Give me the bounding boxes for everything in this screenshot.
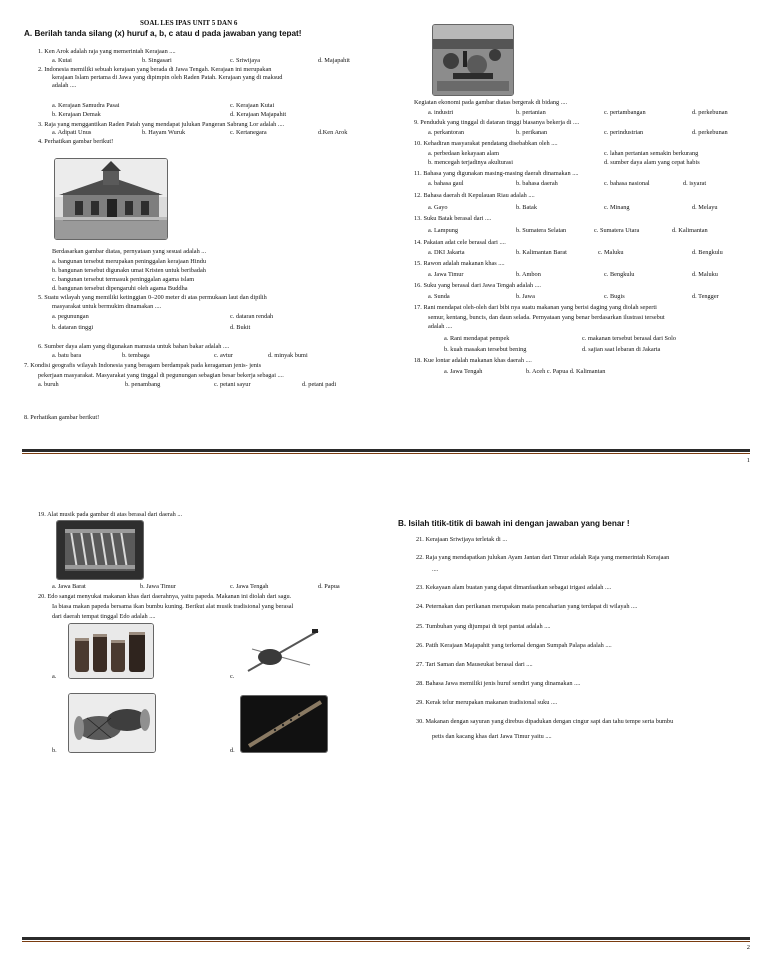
economic-activity-image bbox=[432, 24, 514, 96]
q4-option-d[interactable]: d. bangunan tersebut dipengaruhi oleh agama Buddha bbox=[52, 285, 188, 292]
question-1: 1. Ken Arok adalah raja yang memerintah Kerajaan .... bbox=[38, 48, 176, 55]
q9-option-b[interactable]: b. perikanan bbox=[516, 129, 548, 136]
angklung-instrument-image bbox=[56, 520, 144, 580]
q7-option-d[interactable]: d. petani padi bbox=[302, 381, 337, 388]
q17-option-b[interactable]: b. kuah masakan tersebut bening bbox=[444, 346, 527, 353]
q8-option-c[interactable]: c. pertambangan bbox=[604, 109, 646, 116]
q16-option-b[interactable]: b. Jawa bbox=[516, 293, 535, 300]
q19-option-a[interactable]: a. Jawa Barat bbox=[52, 583, 86, 590]
q8-option-b[interactable]: b. pertanian bbox=[516, 109, 546, 116]
q13-option-a[interactable]: a. Lampung bbox=[428, 227, 459, 234]
question-17-line-3: adalah .... bbox=[428, 323, 453, 330]
essay-30: 30. Makanan dengan sayuran yang direbus dipadukan dengan cingur sapi dan tahu tempe serta bumbu bbox=[416, 718, 674, 725]
q1-option-a[interactable]: a. Kutai bbox=[52, 57, 72, 64]
essay-22-line-2: .... bbox=[432, 566, 439, 573]
q15-option-c[interactable]: c. Bengkulu bbox=[604, 271, 635, 278]
q18-option-bcd[interactable]: b. Aceh c. Papua d. Kalimantan bbox=[526, 368, 606, 375]
q9-option-d[interactable]: d. perkebunan bbox=[692, 129, 728, 136]
q5-option-a[interactable]: a. pegunungan bbox=[52, 313, 89, 320]
kendang-drums-image[interactable] bbox=[68, 693, 156, 753]
question-18: 18. Kue lontar adalah makanan khas daerah .... bbox=[414, 357, 532, 364]
q2-option-d[interactable]: d. Kerajaan Majapahit bbox=[230, 111, 287, 118]
essay-24: 24. Peternakan dan perikanan merupakan mata pencaharian yang terdapat di wilayah .... bbox=[416, 603, 638, 610]
q14-option-d[interactable]: d. Bengkulu bbox=[692, 249, 723, 256]
question-7-line-2: pekerjaan masyarakat. Masyarakat yang tinggal di pegunungan sebagian besar bekerja sebagai .... bbox=[38, 372, 284, 379]
q11-option-a[interactable]: a. bahasa gaul bbox=[428, 180, 464, 187]
q2-option-b[interactable]: b. Kerajaan Demak bbox=[52, 111, 101, 118]
essay-23: 23. Kekayaan alam buatan yang dapat dimanfaatkan sebagai irigasi adalah .... bbox=[416, 584, 612, 591]
question-5: 5. Suatu wilayah yang memiliki ketinggian 0–200 meter di atas permukaan laut dan dipilih bbox=[38, 294, 267, 301]
essay-25: 25. Tumbuhan yang dijumpai di tepi pantai adalah .... bbox=[416, 623, 551, 630]
q13-option-d[interactable]: d. Kalimantan bbox=[672, 227, 708, 234]
q17-option-d[interactable]: d. sajian saat lebaran di Jakarta bbox=[582, 346, 661, 353]
q7-option-c[interactable]: c. petani sayur bbox=[214, 381, 251, 388]
question-12: 12. Bahasa daerah di Kepulauan Riau adalah .... bbox=[414, 192, 535, 199]
q12-option-b[interactable]: b. Batak bbox=[516, 204, 537, 211]
q14-option-b[interactable]: b. Kalimantan Barat bbox=[516, 249, 567, 256]
q4-option-a[interactable]: a. bangunan tersebut merupakan peninggalan kerajaan Hindu bbox=[52, 258, 207, 265]
q8-option-a[interactable]: a. industri bbox=[428, 109, 454, 116]
question-17-line-2: semur, kentang, buncis, dan daun selada. Pernyataan yang benar berdasarkan ilustrasi tersebut bbox=[428, 314, 665, 321]
q19-option-b[interactable]: b. Jawa Timur bbox=[140, 583, 176, 590]
q11-option-d[interactable]: d. isyarat bbox=[683, 180, 707, 187]
string-instrument-image[interactable] bbox=[240, 625, 324, 677]
flute-instrument-image[interactable] bbox=[240, 695, 328, 753]
mosque-building-image bbox=[54, 158, 168, 240]
q13-option-b[interactable]: b. Sumatera Selatan bbox=[516, 227, 567, 234]
essay-21: 21. Kerajaan Sriwijaya terletak di ... bbox=[416, 536, 508, 543]
essay-30-line-2: petis dan kacang khas dari Jawa Timur yaitu .... bbox=[432, 733, 552, 740]
q2-option-c[interactable]: c. Kerajaan Kutai bbox=[230, 102, 275, 109]
question-11: 11. Bahasa yang digunakan masing-masing daerah dinamakan .... bbox=[414, 170, 579, 177]
q20-option-c-label: c. bbox=[230, 673, 235, 680]
essay-22: 22. Raja yang mendapatkan julukan Ayam Jantan dari Timur adalah Raja yang memerintah Kerajaan bbox=[416, 554, 670, 561]
q7-option-a[interactable]: a. buruh bbox=[38, 381, 59, 388]
question-19: 19. Alat musik pada gambar di atas berasal dari daerah ... bbox=[38, 511, 183, 518]
footer-rule-thin bbox=[22, 941, 750, 942]
q11-option-b[interactable]: b. bahasa daerah bbox=[516, 180, 558, 187]
q9-option-a[interactable]: a. perkantoran bbox=[428, 129, 465, 136]
q15-option-a[interactable]: a. Jawa Timur bbox=[428, 271, 464, 278]
section-b-heading: B. Isilah titik-titik di bawah ini dengan jawaban yang benar ! bbox=[398, 519, 630, 528]
q20-option-d-label: d. bbox=[230, 747, 235, 754]
q9-option-c[interactable]: c. perindustrian bbox=[604, 129, 644, 136]
q14-option-c[interactable]: c. Maluku bbox=[598, 249, 624, 256]
page-number: 1 bbox=[746, 457, 750, 464]
q16-option-a[interactable]: a. Sunda bbox=[428, 293, 450, 300]
q3-option-c[interactable]: c. Kertanegara bbox=[230, 129, 267, 136]
question-6: 6. Sumber daya alam yang digunakan manusia untuk bahan bakar adalah .... bbox=[38, 343, 230, 350]
q6-option-a[interactable]: a. batu bara bbox=[52, 352, 82, 359]
q12-option-c[interactable]: c. Minang bbox=[604, 204, 630, 211]
q3-option-b[interactable]: b. Hayam Wuruk bbox=[142, 129, 186, 136]
q18-option-a[interactable]: a. Jawa Tengah bbox=[444, 368, 483, 375]
question-20-line-3: dari daerah tempat tinggal Edo adalah .... bbox=[52, 613, 156, 620]
question-5-line-2: masyarakat untuk bermukim dinamakan .... bbox=[52, 303, 162, 310]
question-16: 16. Suku yang berasal dari Jawa Tengah adalah .... bbox=[414, 282, 541, 289]
q5-option-c[interactable]: c. dataran rendah bbox=[230, 313, 274, 320]
essay-26: 26. Patih Kerajaan Majapahit yang terkenal dengan Sumpah Palapa adalah .... bbox=[416, 642, 612, 649]
q4-option-c[interactable]: c. bangunan tersebut termasuk peninggalan agama islam bbox=[52, 276, 195, 283]
q17-option-c[interactable]: c. makanan tersebut berasal dari Solo bbox=[582, 335, 677, 342]
q1-option-c[interactable]: c. Sriwijaya bbox=[230, 57, 261, 64]
question-4: 4. Perhatikan gambar berikut! bbox=[38, 138, 114, 145]
page-2 bbox=[0, 489, 768, 978]
question-13: 13. Suku Batak berasal dari .... bbox=[414, 215, 492, 222]
tifa-drums-image[interactable] bbox=[68, 623, 154, 679]
q13-option-c[interactable]: c. Sumatera Utara bbox=[594, 227, 640, 234]
q14-option-a[interactable]: a. DKI Jakarta bbox=[428, 249, 465, 256]
question-15: 15. Rawon adalah makanan khas .... bbox=[414, 260, 505, 267]
question-2: 2. Indonesia memiliki sebuah kerajaan yang berada di Jawa Tengah. Kerajaan ini merupakan bbox=[38, 66, 272, 73]
section-a-heading: A. Berilah tanda silang (x) huruf a, b, c atau d pada jawaban yang tepat! bbox=[24, 29, 302, 38]
q6-option-c[interactable]: c. avtur bbox=[214, 352, 233, 359]
q1-option-b[interactable]: b. Singasari bbox=[142, 57, 172, 64]
q20-option-b-label: b. bbox=[52, 747, 57, 754]
question-7: 7. Kondisi geografis wilayah Indonesia yang beragam berdampak pada keragaman jenis- jenis bbox=[24, 362, 262, 369]
q4-option-b[interactable]: b. bangunan tersebut digunakn umat Kristen untuk beribadah bbox=[52, 267, 206, 274]
q3-option-d[interactable]: d.Ken Arok bbox=[318, 129, 348, 136]
q3-option-a[interactable]: a. Adipati Unus bbox=[52, 129, 92, 136]
q15-option-d[interactable]: d. Maluku bbox=[692, 271, 718, 278]
footer-rule bbox=[22, 937, 750, 940]
question-2-line-2: kerajaan Islam pertama di Jawa yang dipimpin oleh Raden Patah. Kerajaan yang di maksud bbox=[52, 74, 283, 81]
question-8: 8. Perhatikan gambar berikut! bbox=[24, 414, 100, 421]
question-14: 14. Pakaian adat cele berasal dari .... bbox=[414, 239, 506, 246]
q6-option-b[interactable]: b. tembaga bbox=[122, 352, 150, 359]
question-8-prompt: Kegiatan ekonomi pada gambar diatas bergerak di bidang .... bbox=[414, 99, 568, 106]
q2-option-a[interactable]: a. Kerajaan Samudra Pasai bbox=[52, 102, 120, 109]
q12-option-a[interactable]: a. Gayo bbox=[428, 204, 448, 211]
page-number: 2 bbox=[746, 944, 750, 951]
q6-option-d[interactable]: d. minyak bumi bbox=[268, 352, 308, 359]
question-20-line-2: Ia biasa makan papeda bersama ikan bumbu kuning. Berikut alat musik tradisional yang berasal bbox=[52, 603, 294, 610]
essay-27: 27. Tari Saman dan Mauseukat berasal dari .... bbox=[416, 661, 533, 668]
essay-29: 29. Kerak telur merupakan makanan tradisional suku .... bbox=[416, 699, 558, 706]
q7-option-b[interactable]: b. penambang bbox=[125, 381, 161, 388]
q10-option-d[interactable]: d. sumber daya alam yang cepat habis bbox=[604, 159, 700, 166]
q10-option-a[interactable]: a. perbedaan kekayaan alam bbox=[428, 150, 499, 157]
question-17: 17. Rani mendapat oleh-oleh dari bibi nya suatu makanan yang berisi daging yang diolah seperti bbox=[414, 304, 657, 311]
q15-option-b[interactable]: b. Ambon bbox=[516, 271, 541, 278]
q20-option-a-label: a. bbox=[52, 673, 57, 680]
question-20: 20. Edo sangat menyukai makanan khas dari daerahnya, yaitu papeda. Makanan ini diolah dari sagu. bbox=[38, 593, 292, 600]
q19-option-c[interactable]: c. Jawa Tengah bbox=[230, 583, 269, 590]
q19-option-d[interactable]: d. Papua bbox=[318, 583, 340, 590]
q16-option-c[interactable]: c. Bugis bbox=[604, 293, 625, 300]
question-3: 3. Raja yang menggantikan Raden Patah yang mendapat julukan Pangeran Sabrang Lor adalah .... bbox=[38, 121, 285, 128]
q5-option-d[interactable]: d. Bukit bbox=[230, 324, 251, 331]
q11-option-c[interactable]: c. bahasa nasional bbox=[604, 180, 650, 187]
q10-option-c[interactable]: c. lahan pertanian semakin berkurang bbox=[604, 150, 699, 157]
question-10: 10. Kehadiran masyarakat pendatang disebabkan oleh .... bbox=[414, 140, 558, 147]
q8-option-d[interactable]: d. perkebunan bbox=[692, 109, 728, 116]
page-title: SOAL LES IPAS UNIT 5 DAN 6 bbox=[140, 19, 238, 27]
q12-option-d[interactable]: d. Melayu bbox=[692, 204, 718, 211]
essay-28: 28. Bahasa Jawa memiliki jenis huruf sendiri yang dinamakan .... bbox=[416, 680, 581, 687]
q5-option-b[interactable]: b. dataran tinggi bbox=[52, 324, 94, 331]
question-4-prompt: Berdasarkan gambar diatas, pernyataan yang sesuai adalah ... bbox=[52, 248, 207, 255]
q1-option-d[interactable]: d. Majapahit bbox=[318, 57, 350, 64]
footer-rule-thin bbox=[22, 453, 750, 454]
q17-option-a[interactable]: a. Rani mendapat pempek bbox=[444, 335, 510, 342]
q16-option-d[interactable]: d. Tengger bbox=[692, 293, 719, 300]
q10-option-b[interactable]: b. mencegah terjadinya akulturasi bbox=[428, 159, 513, 166]
question-9: 9. Penduduk yang tinggal di dataran tinggi biasanya bekerja di .... bbox=[414, 119, 580, 126]
footer-rule bbox=[22, 449, 750, 452]
question-2-line-3: adalah .... bbox=[52, 82, 77, 89]
